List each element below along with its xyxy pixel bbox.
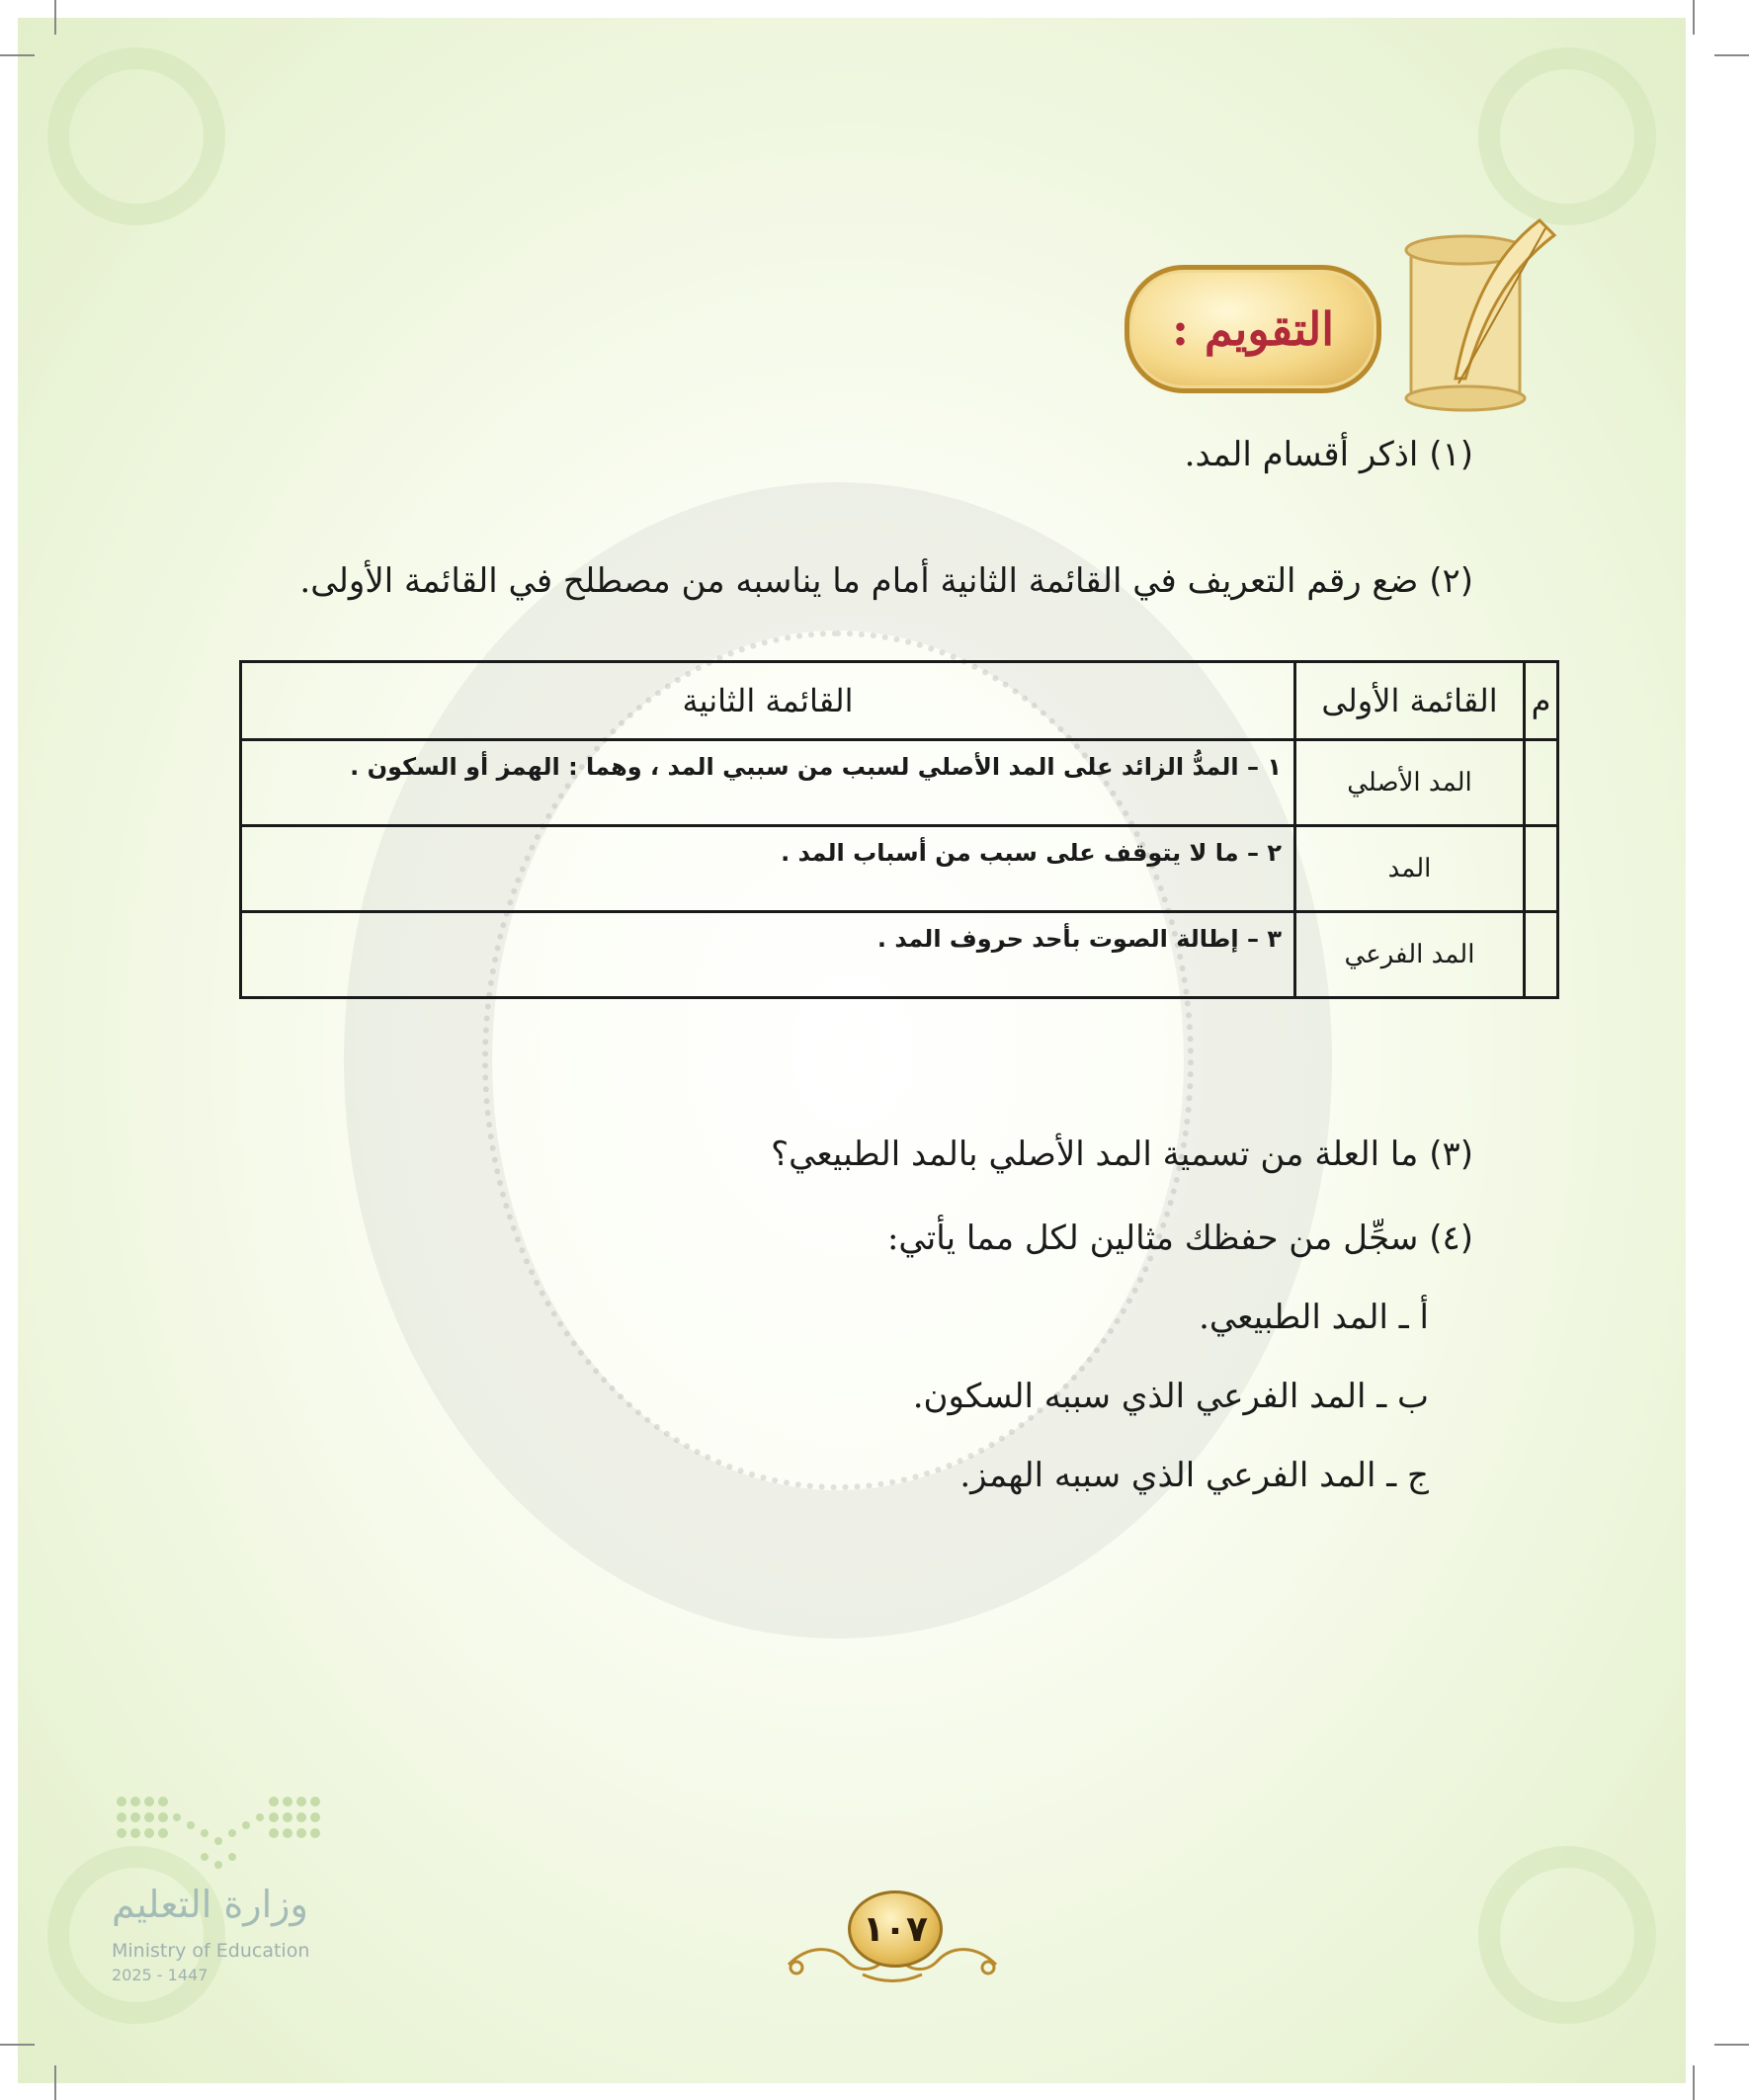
definition-cell: ٣ – إطالة الصوت بأحد حروف المد . [241,912,1295,998]
item-text: المد الفرعي الذي سببه السكون. [912,1377,1367,1416]
logo-dots-icon [112,1792,339,1876]
header-first-list: القائمة الأولى [1295,662,1525,740]
answer-cell[interactable] [1525,740,1558,826]
page-number: ١٠٧ [848,1890,943,1968]
crop-mark [0,54,35,56]
question-text: ما العلة من تسمية المد الأصلي بالمد الطبيعي؟ [771,1134,1419,1174]
page [18,18,1686,2083]
logo-year: 2025 - 1447 [112,1966,208,1984]
table-row [241,826,1558,912]
answer-cell[interactable] [1525,912,1558,998]
question-4 [887,1218,1473,1258]
question-number: (٤) [1429,1218,1473,1258]
question-4-item-a [1199,1298,1429,1337]
question-1 [1185,435,1473,474]
ministry-logo [112,1792,349,2009]
definition-cell: ٢ – ما لا يتوقف على سبب من أسباب المد . [241,826,1295,912]
scroll-quill-icon [1372,210,1569,418]
heading-title: التقويم : [1171,302,1335,356]
table-header-row [241,662,1558,740]
question-3 [771,1134,1473,1174]
item-text: المد الفرعي الذي سببه الهمز. [959,1456,1376,1495]
question-2 [299,561,1473,601]
term-cell: المد الفرعي [1295,912,1525,998]
crop-mark [1693,2065,1695,2100]
header-m: م [1525,662,1558,740]
question-number: (٢) [1429,561,1473,601]
crop-mark [1693,0,1695,35]
definition-cell: ١ – المدُّ الزائد على المد الأصلي لسبب من سببي المد ، وهما : الهمز أو السكون . [241,740,1295,826]
corner-ornament [1478,1846,1656,2024]
item-label: أ ـ [1398,1298,1429,1337]
crop-mark [0,2044,35,2046]
question-4-item-b [913,1377,1429,1416]
item-text: المد الطبيعي. [1199,1298,1388,1337]
matching-table [239,660,1559,999]
question-text: ضع رقم التعريف في القائمة الثانية أمام ما يناسبه من مصطلح في القائمة الأولى. [299,561,1419,601]
term-cell: المد الأصلي [1295,740,1525,826]
question-number: (١) [1429,435,1473,474]
crop-mark [54,2065,56,2100]
heading-badge [1124,265,1381,393]
table-row [241,912,1558,998]
item-label: ب ـ [1376,1377,1429,1416]
crop-mark [54,0,56,35]
question-text: سجِّل من حفظك مثالين لكل مما يأتي: [886,1218,1419,1258]
header-second-list: القائمة الثانية [241,662,1295,740]
crop-mark [1714,54,1749,56]
term-cell: المد [1295,826,1525,912]
item-label: ج ـ [1386,1456,1429,1495]
table-row [241,740,1558,826]
question-4-item-c [959,1456,1429,1495]
logo-english-name: Ministry of Education [112,1940,310,1962]
answer-cell[interactable] [1525,826,1558,912]
section-heading [1124,210,1569,418]
page-number-ornament [779,1890,1006,1999]
logo-arabic-name: وزارة التعليم [112,1883,308,1926]
corner-ornament [47,47,225,225]
corner-ornament [1478,47,1656,225]
crop-mark [1714,2044,1749,2046]
question-number: (٣) [1429,1134,1473,1174]
question-text: اذكر أقسام المد. [1184,435,1419,474]
